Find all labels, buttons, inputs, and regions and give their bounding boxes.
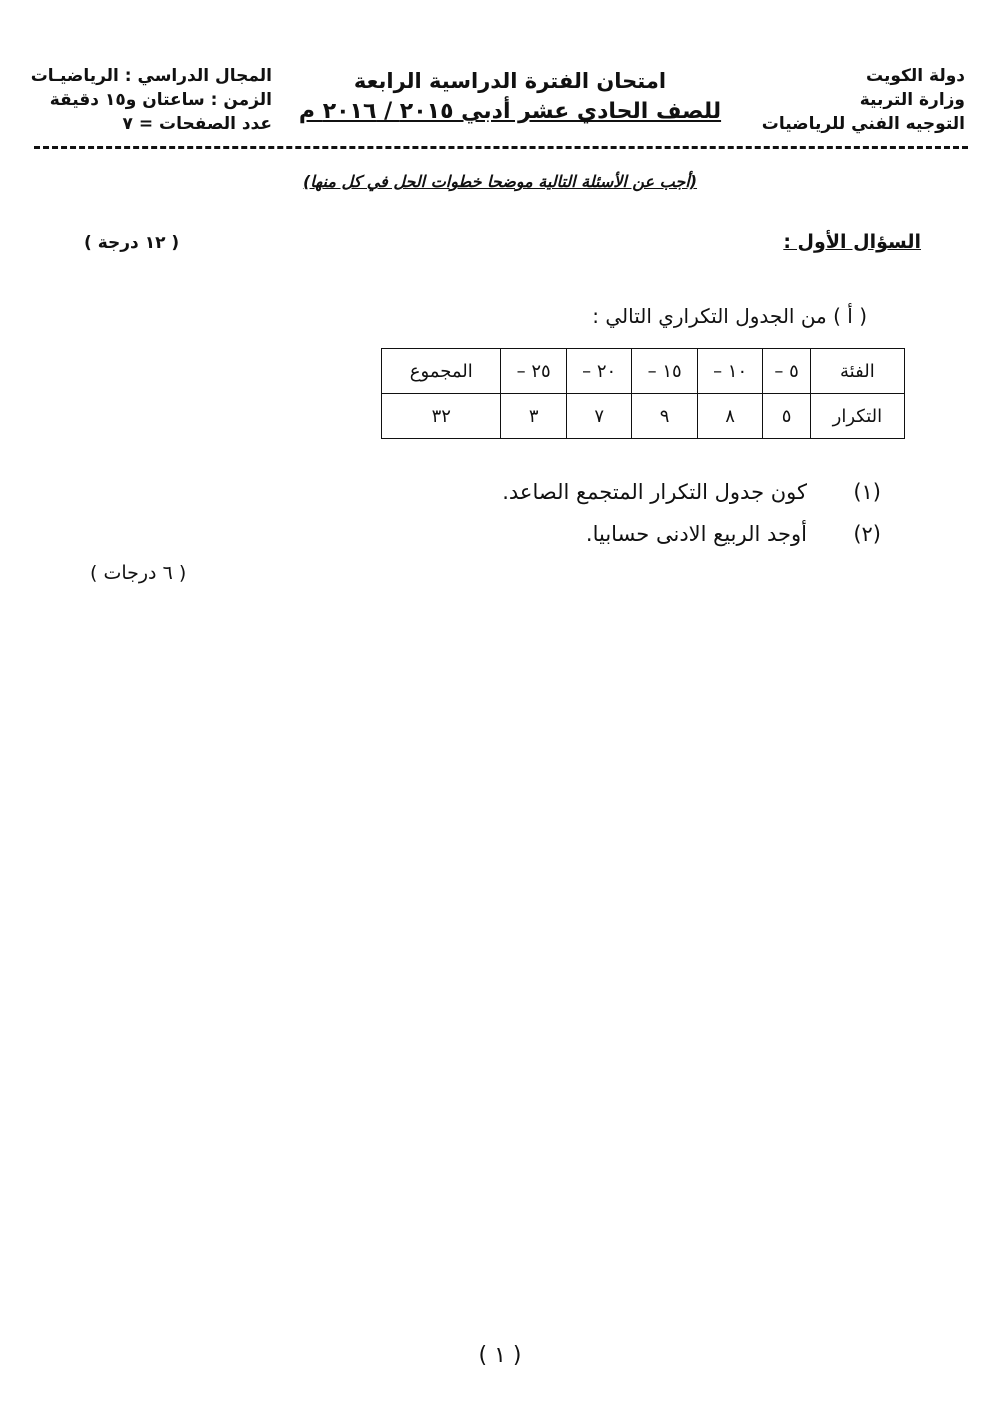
exam-title: امتحان الفترة الدراسية الرابعة (353, 69, 667, 93)
time-line: الزمن : ساعتان و١٥ دقيقة (49, 90, 272, 110)
page-number: ( ١ ) (478, 1343, 522, 1368)
part-a-marks: ( ٦ درجات ) (90, 562, 187, 584)
header-center (290, 66, 730, 128)
table-cell-frequency: ٧ (566, 394, 631, 439)
header-left (30, 64, 272, 136)
table-cell-class: ٥ – (763, 349, 810, 394)
table-cell-frequency: ٩ (632, 394, 697, 439)
table-header-frequency: التكرار (810, 394, 904, 439)
table-cell-frequency: ٥ (763, 394, 810, 439)
frequency-table (381, 348, 905, 439)
table-row-frequencies (382, 394, 905, 439)
header-right (762, 64, 965, 136)
table-row-classes (382, 349, 905, 394)
department-name: التوجيه الفني للرياضيات (761, 114, 965, 134)
table-header-class: الفئة (810, 349, 904, 394)
table-cell-class: ٢٥ – (501, 349, 566, 394)
part-a-prompt: ( أ ) من الجدول التكراري التالي : (592, 304, 867, 328)
ministry-name: وزارة التربية (859, 90, 965, 110)
pages-line: عدد الصفحات = ٧ (122, 114, 272, 134)
question1-marks: ( ١٢ درجة ) (84, 233, 180, 253)
subject-line: المجال الدراسي : الرياضيـات (30, 66, 272, 86)
item-number: (١) (853, 480, 881, 504)
table-cell-class: ١٠ – (697, 349, 762, 394)
instructions: (أجب عن الأسئلة التالية موضحا خطوات الحل في كل منها) (302, 172, 698, 191)
country-name: دولة الكويت (865, 66, 965, 86)
item-text: كون جدول التكرار المتجمع الصاعد. (502, 480, 807, 504)
table-cell-class: ٢٠ – (566, 349, 631, 394)
question1-title: السؤال الأول : (783, 231, 921, 253)
table-cell-frequency: ٨ (697, 394, 762, 439)
grade-year: للصف الحادي عشر أدبي ٢٠١٥ / ٢٠١٦ م (298, 99, 722, 124)
item-number: (٢) (853, 522, 881, 546)
table-cell-total-label: المجموع (382, 349, 501, 394)
table-cell-total-value: ٣٢ (382, 394, 501, 439)
table-cell-class: ١٥ – (632, 349, 697, 394)
header-divider (34, 146, 968, 149)
item-text: أوجد الربيع الادنى حسابيا. (585, 522, 807, 546)
table-cell-frequency: ٣ (501, 394, 566, 439)
